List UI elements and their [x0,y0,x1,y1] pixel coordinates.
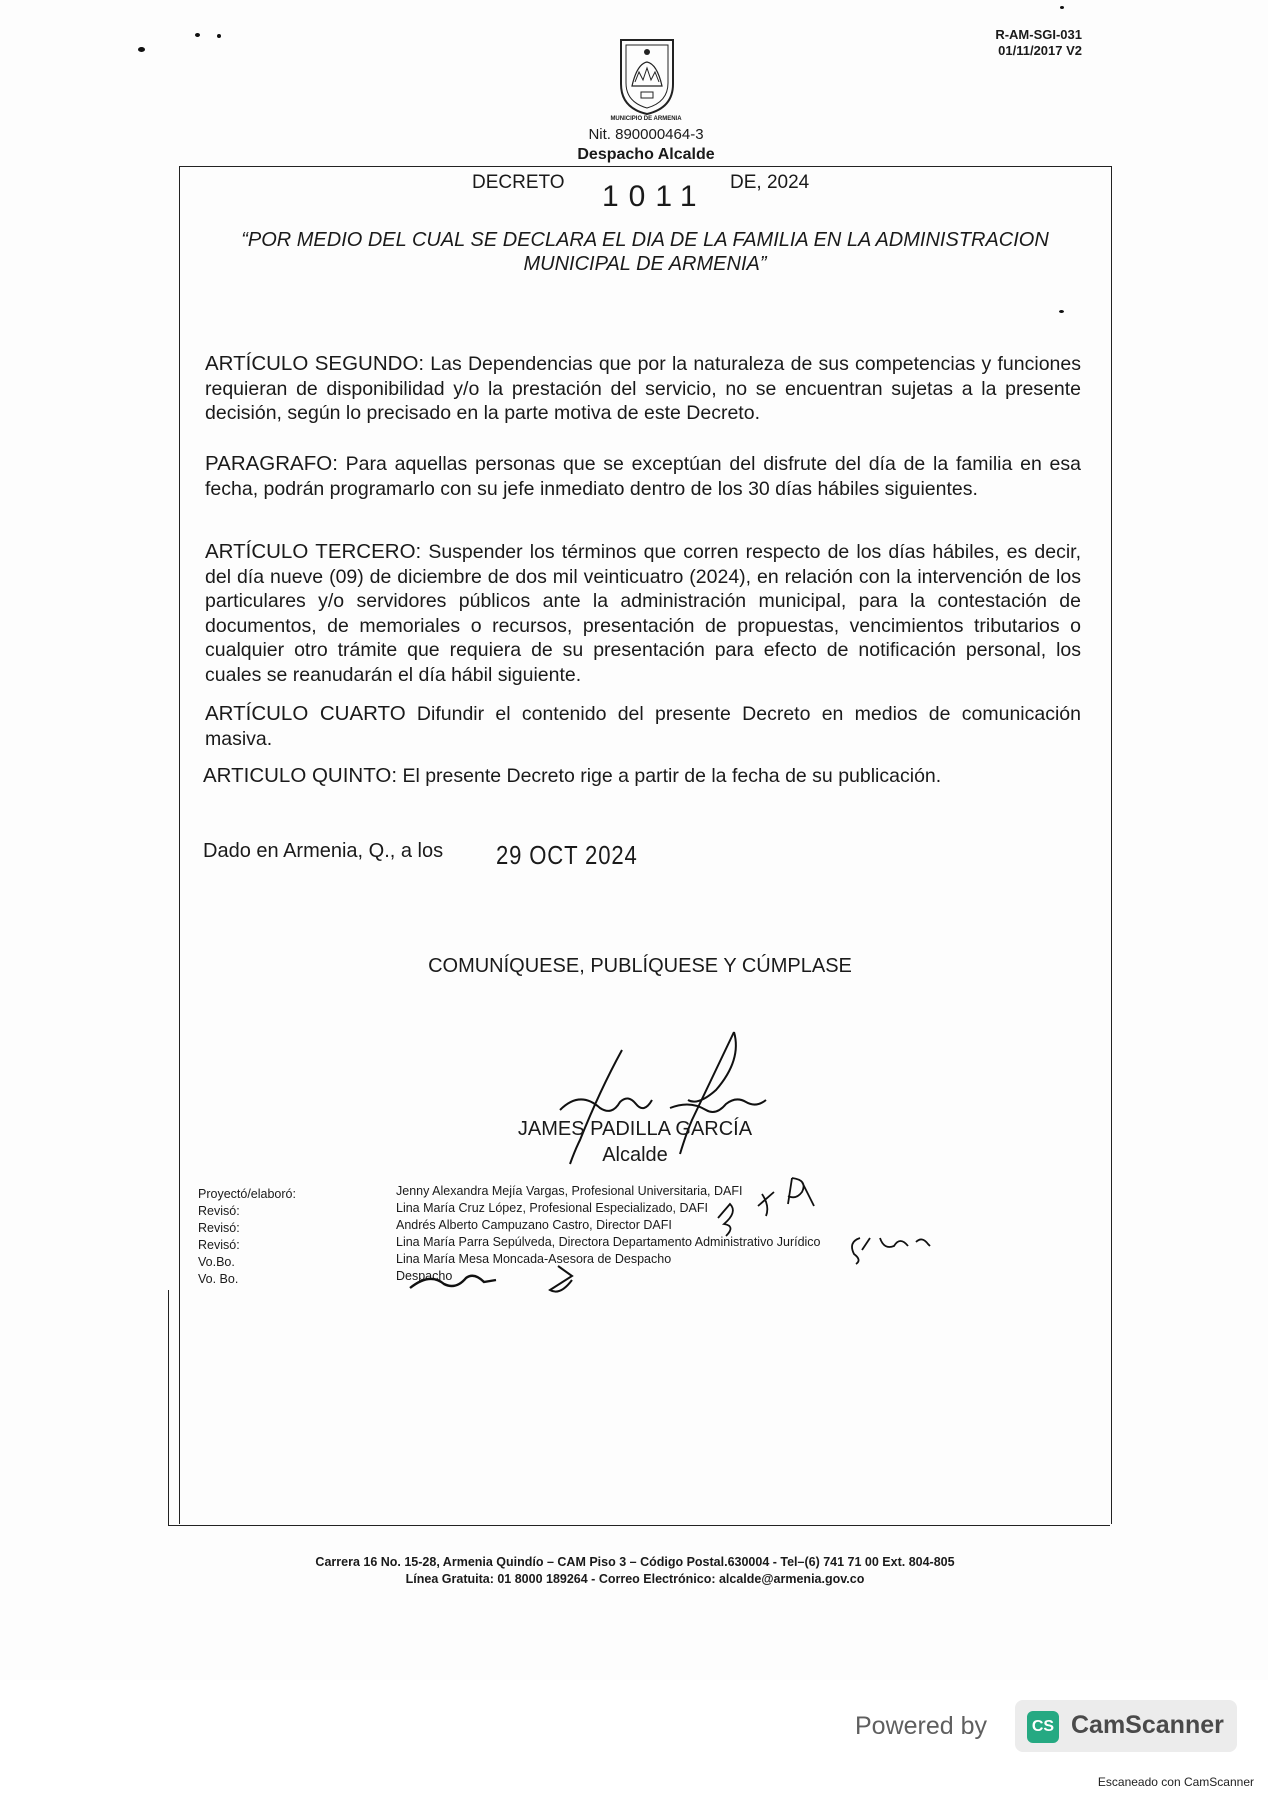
camscanner-badge[interactable] [1015,1700,1237,1752]
review-person: Lina María Parra Sepúlveda, Directora Departamento Administrativo Jurídico [396,1235,821,1249]
review-role: Revisó: [198,1204,240,1218]
review-person: Lina María Mesa Moncada-Asesora de Despacho [396,1252,672,1266]
signer-role: Alcalde [602,1144,668,1166]
article-tercero [205,540,1081,687]
article-text: El presente Decreto rige a partir de la fecha de su publicación. [397,765,942,787]
decree-year: DE, 2024 [730,172,810,193]
signer-name: JAMES PADILLA GARCÍA [517,1118,753,1140]
footer-address: Carrera 16 No. 15-28, Armenia Quindío – CAM Piso 3 – Código Postal.630004 - Tel–(6) 741 71 00 Ext. 804-805 [315,1555,955,1569]
review-person: Jenny Alexandra Mejía Vargas, Profesional Universitaria, DAFI [396,1184,743,1198]
document-frame-offset [168,1290,1110,1526]
review-person: Lina María Cruz López, Profesional Especializado, DAFI [396,1201,708,1215]
article-text: Suspender los términos que corren respecto de los días hábiles, es decir, del día nueve (09) de diciembre de dos mil veinticuatro (2024), en relación con la intervención de los particulares y/o servidores públicos ante la administración municipal, para la contestación de documentos, de memoriales o recursos, presentación de propuestas, vencimientos tributarios o cualquier otro trámite que requiera de su presentación para efecto de notificación personal, los cuales se reanudarán el día hábil siguiente. [205,541,1081,686]
decree-heading [472,172,810,213]
seal-caption: MUNICIPIO DE ARMENIA [610,116,682,122]
article-lead: ARTICULO QUINTO: [203,764,398,787]
paragrafo [205,452,1081,501]
decree-title-line: MUNICIPAL DE ARMENIA” [523,253,767,275]
closing-formula: COMUNÍQUESE, PUBLÍQUESE Y CÚMPLASE [428,955,852,977]
decree-label: DECRETO [472,172,565,193]
office-name: Despacho Alcalde [577,146,715,163]
decree-title [205,228,1085,276]
article-cuarto [205,702,1081,751]
municipal-seal-icon [617,34,677,118]
review-role: Revisó: [198,1221,240,1235]
camscanner-logo-icon: CS [1027,1711,1059,1743]
review-role: Revisó: [198,1238,240,1252]
scanned-with-label: Escaneado con CamScanner [1097,1775,1254,1789]
powered-by-label: Powered by [855,1712,988,1740]
decree-number: 1011 [602,180,707,213]
review-role: Proyectó/elaboró: [198,1187,296,1201]
scan-speck [217,34,221,38]
scan-speck [1060,6,1064,9]
article-lead: PARAGRAFO: [205,452,338,475]
article-segundo [205,352,1081,426]
nit-number: Nit. 890000464-3 [588,126,704,143]
form-code: R-AM-SGI-031 [995,27,1082,42]
scan-speck [195,33,200,37]
article-quinto [203,764,1079,789]
review-roles [198,1186,296,1288]
article-text: Para aquellas personas que se exceptúan del disfrute del día de la familia en esa fecha, podrán programarlo con su jefe inmediato dentro de los 30 días hábiles siguientes. [205,453,1081,500]
decree-title-line: “POR MEDIO DEL CUAL SE DECLARA EL DIA DE LA FAMILIA EN LA ADMINISTRACION [241,229,1049,251]
given-in: Dado en Armenia, Q., a los [203,840,444,862]
review-role: Vo.Bo. [198,1255,235,1269]
review-role: Vo. Bo. [198,1272,239,1286]
review-person: Andrés Alberto Campuzano Castro, Director DAFI [396,1218,672,1232]
scan-speck [138,47,145,52]
form-version: 01/11/2017 V2 [998,43,1082,58]
date-stamp: 29 OCT 2024 [496,840,638,870]
article-lead: ARTÍCULO SEGUNDO: [205,352,425,375]
article-text: Las Dependencias que por la naturaleza de sus competencias y funciones requieran de disponibilidad y/o la prestación del servicio, no se encuentran sujetas a la presente decisión, según lo precisado en la parte motiva de este Decreto. [205,353,1081,424]
article-lead: ARTÍCULO TERCERO: [205,540,422,563]
article-lead: ARTÍCULO CUARTO [205,702,406,725]
footer-contact: Línea Gratuita: 01 8000 189264 - Correo Electrónico: alcalde@armenia.gov.co [405,1572,865,1586]
form-code-block [995,27,1082,59]
review-initials-icon [400,1176,960,1316]
article-text: Difundir el contenido del presente Decreto en medios de comunicación masiva. [205,703,1081,750]
camscanner-brand: CamScanner [1071,1711,1224,1739]
review-person: Despacho [396,1269,453,1283]
